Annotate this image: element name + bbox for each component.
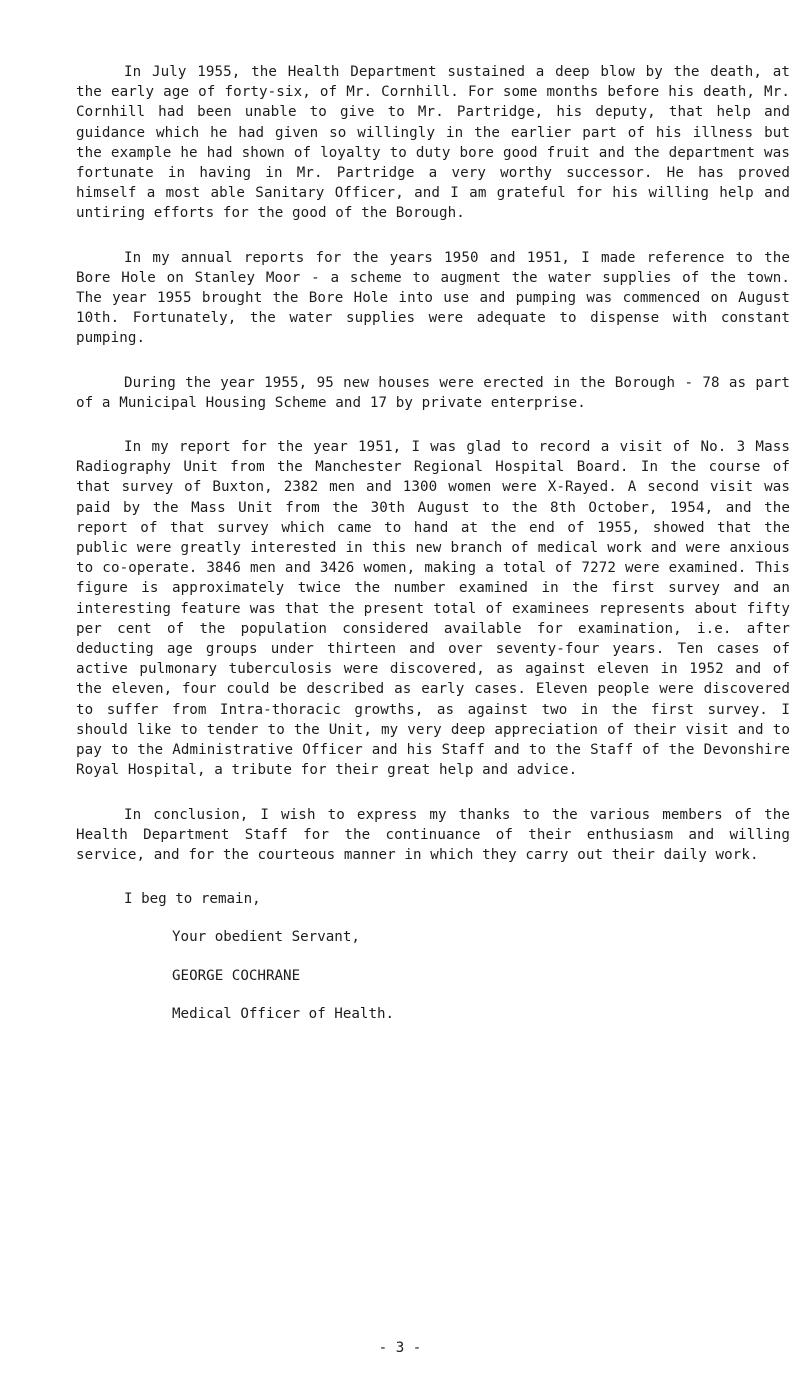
paragraph-cornhill-death: In July 1955, the Health Department sustained a deep blow by the death, at the early age of forty-six, of Mr. Cornhill. For some months before his death, Mr. Cornhill had been unable to give to Mr. Partridge, his deputy, that help and guidance which he had given so willingly in the earlier part of his illness but the example he had shown of loyalty to duty bore good fruit and the department was fortunate in having in Mr. Partridge a very worthy successor. He has proved himself a most able Sanitary Officer, and I am grateful for his willing help and untiring efforts for the good of the Borough. <box>76 64 790 222</box>
signatory-title: Medical Officer of Health. <box>172 1005 395 1022</box>
paragraph-bore-hole: In my annual reports for the years 1950 and 1951, I made reference to the Bore Hole on Stanley Moor - a scheme to augment the water supplies of the town. The year 1955 brought the Bore Hole into use and pumping was commenced on August 10th. Fortunately, the water supplies were adequate to dispense with constant pumping. <box>76 249 790 347</box>
paragraph-mass-radiography: In my report for the year 1951, I was glad to record a visit of No. 3 Mass Radiography Unit from the Manchester Regional Hospital Board. In the course of that survey of Buxton, 2382 men and 1300 women were X-Rayed. A second visit was paid by the Mass Unit from the 30th August to the 8th October, 1954, and the report of that survey which came to hand at the end of 1955, showed that the public were greatly interested in this new branch of medical work and were anxious to co-operate. 3846 men and 3426 women, making a total of 7272 were examined. This figure is approximately twice the number examined in the first survey and an interesting feature was that the present total of examinees represents about fifty per cent of the population considered available for examination, i.e. after deducting age groups under thirteen and over seventy-four years. Ten cases of active pulmonary tuberculosis were discovered, as against eleven in 1952 and of the eleven, four could be described as early cases. Eleven people were discovered to suffer from Intra-thoracic growths, as against two in the first survey. I should like to tender to the Unit, my very deep appreciation of their visit and to pay to the Administrative Officer and his Staff and to the Staff of the Devonshire Royal Hospital, a tribute for their great help and advice. <box>76 439 790 779</box>
page-number: - 3 - <box>378 1340 422 1356</box>
letter-closing <box>76 889 790 1024</box>
paragraph-conclusion: In conclusion, I wish to express my thanks to the various members of the Health Department Staff for the continuance of their enthusiasm and willing service, and for the courteous manner in which they carry out their daily work. <box>76 806 790 863</box>
complimentary-close: Your obedient Servant, <box>172 929 360 946</box>
paragraph-housing: During the year 1955, 95 new houses were erected in the Borough - 78 as part of a Municipal Housing Scheme and 17 by private enterprise. <box>76 374 790 411</box>
signatory-name: GEORGE COCHRANE <box>172 967 301 984</box>
salutation: I beg to remain, <box>124 891 261 908</box>
report-body <box>76 62 790 1042</box>
